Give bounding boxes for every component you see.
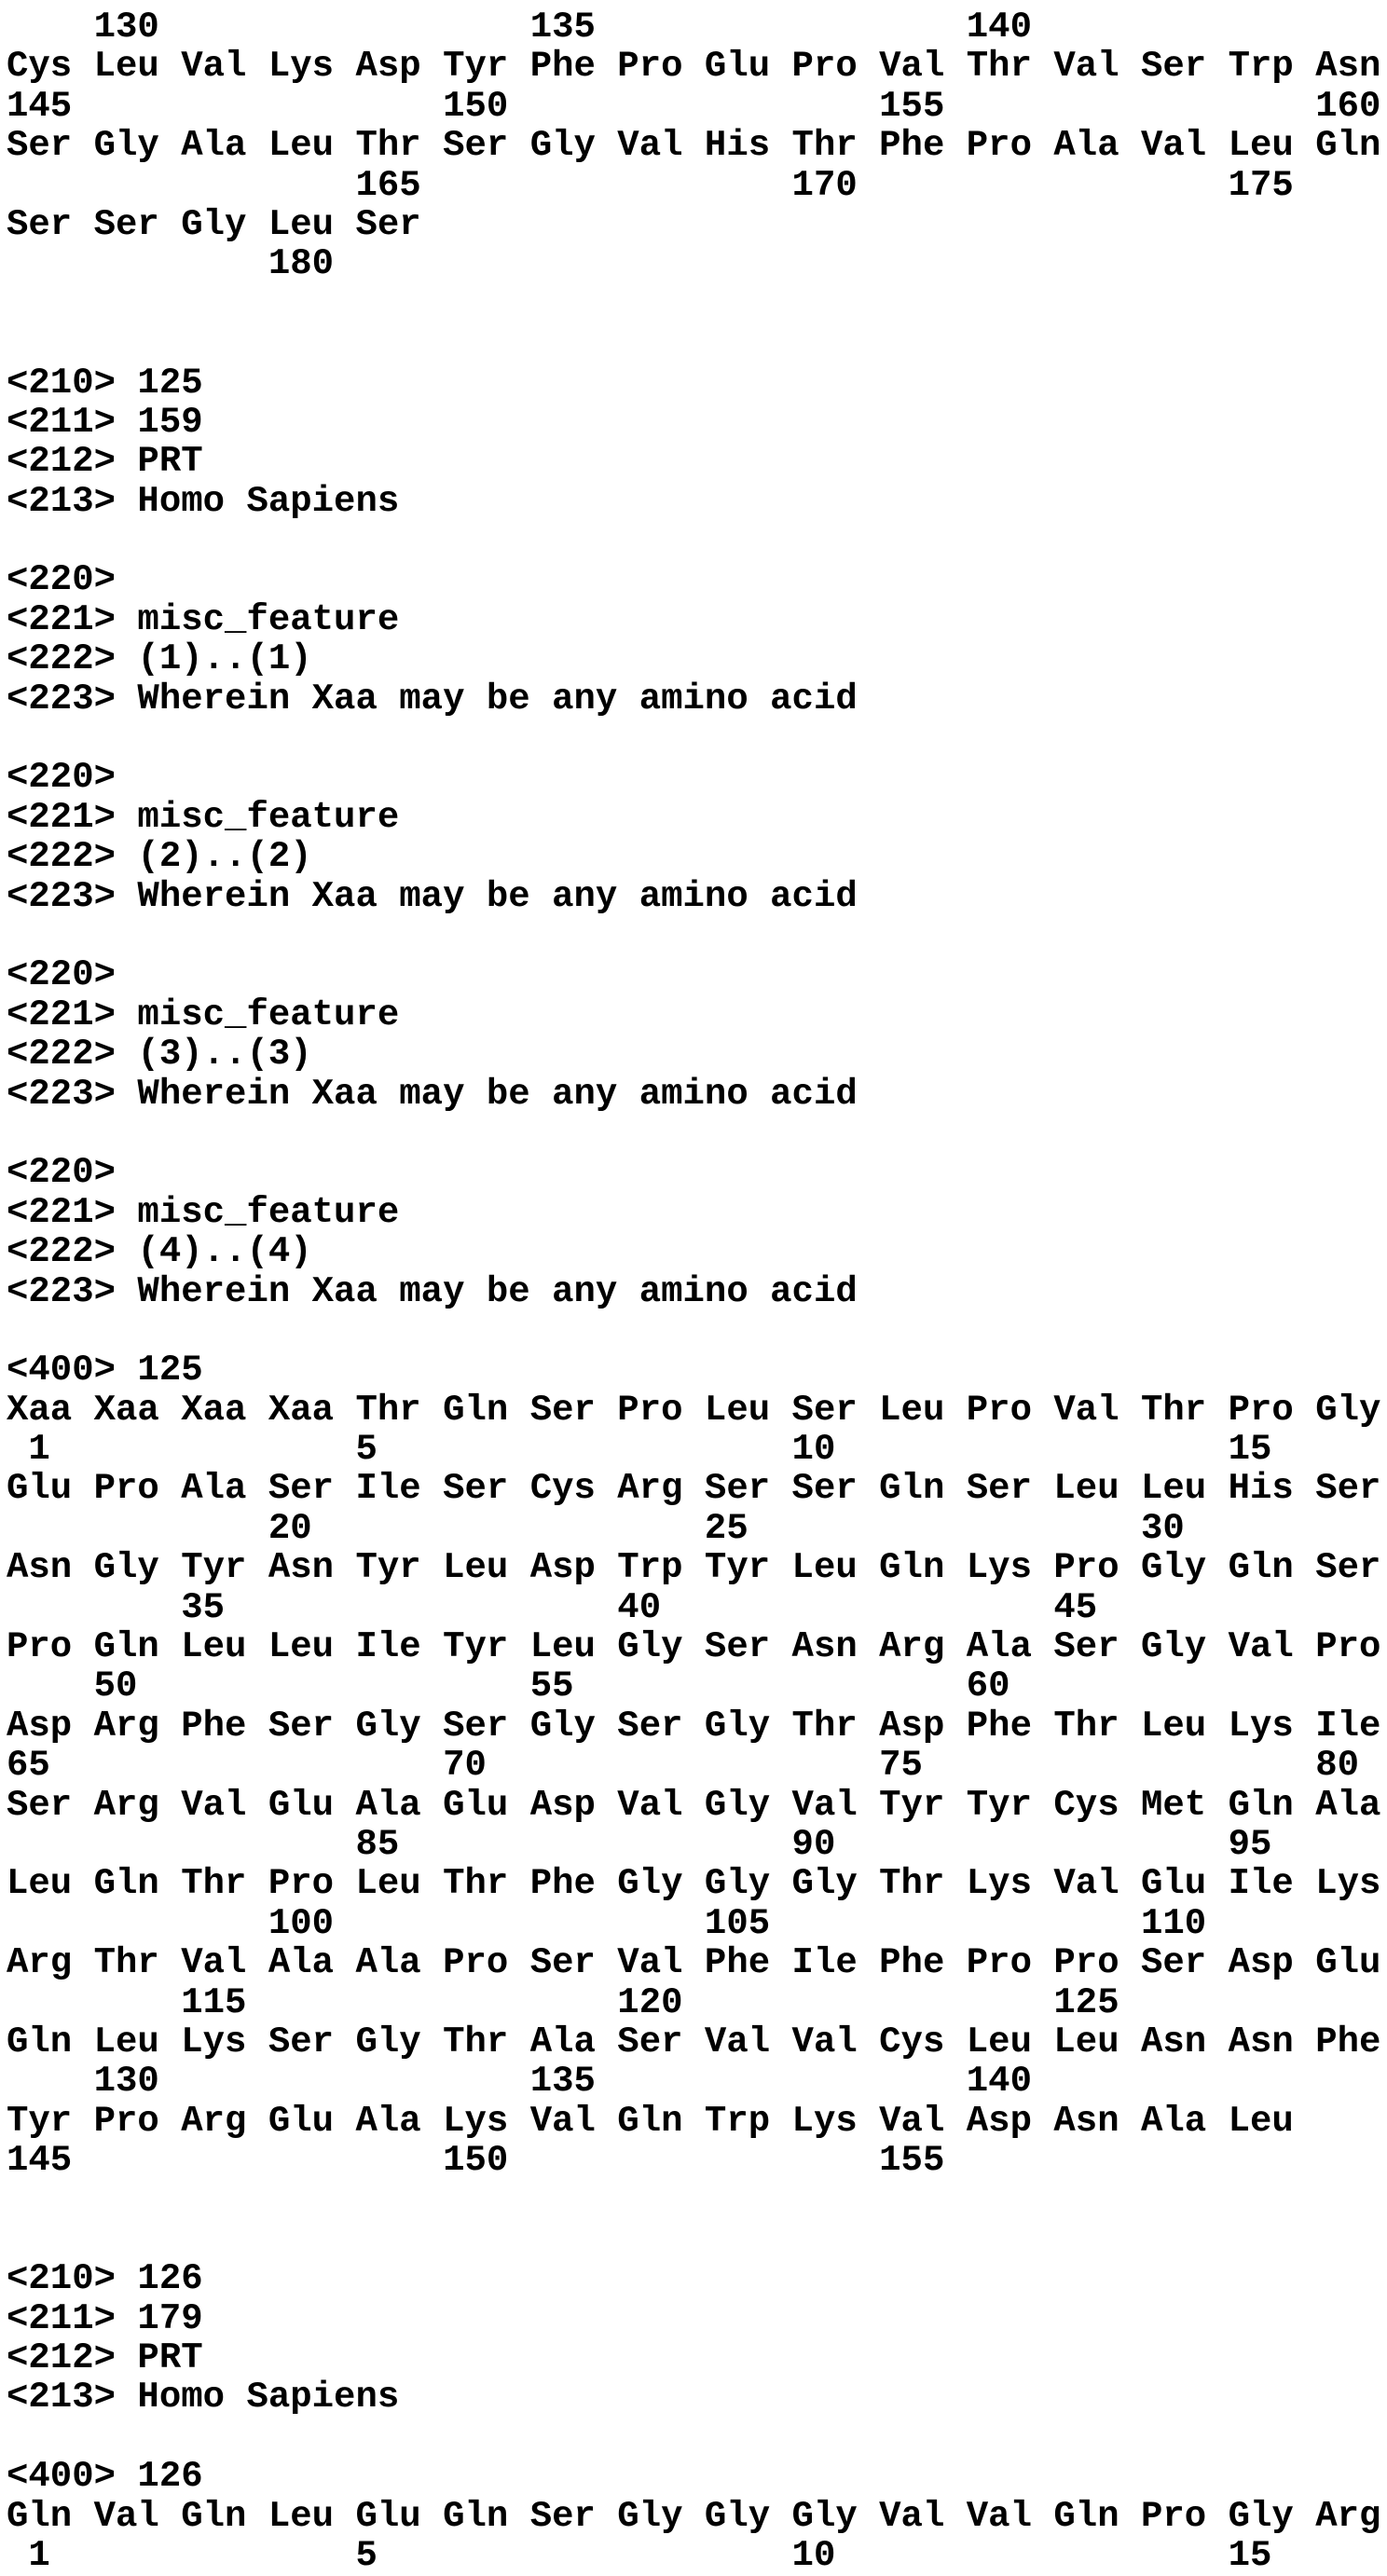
tag-line: <222> (3)..(3) [7,1034,312,1076]
residue-number-line: 180 [7,243,335,285]
residue-line: Pro Gln Leu Leu Ile Tyr Leu Gly Ser Asn Arg Ala Ser Gly Val Pro [7,1626,1381,1668]
blank-line [7,2180,1387,2219]
blank-line [7,719,1387,758]
tag-line: <221> misc_feature [7,796,400,838]
tag-line: <220> [7,1152,117,1194]
document-lines [7,7,1387,2575]
residue-line: Ser Gly Ala Leu Thr Ser Gly Val His Thr Phe Pro Ala Val Leu Gln [7,125,1381,167]
tag-line: <220> [7,757,117,799]
tag-line: <222> (1)..(1) [7,638,312,680]
residue-line: Leu Gln Thr Pro Leu Thr Phe Gly Gly Gly Thr Lys Val Glu Ile Lys [7,1863,1381,1905]
residue-line: Ser Ser Gly Leu Ser [7,203,421,245]
tag-line: <400> 126 [7,2456,203,2498]
tag-line: <221> misc_feature [7,1191,400,1233]
tag-line: <211> 179 [7,2297,203,2339]
tag-line: <400> 125 [7,1350,203,1391]
tag-line: <212> PRT [7,441,203,483]
tag-line: <220> [7,954,117,996]
tag-line: <220> [7,559,117,601]
blank-line [7,521,1387,560]
residue-number-line: 65 70 75 80 [7,1745,1360,1787]
residue-number-line: 145 150 155 [7,2140,945,2182]
residue-number-line: 165 170 175 [7,164,1294,206]
residue-number-line: 85 90 95 [7,1823,1272,1865]
blank-line [7,1311,1387,1350]
tag-line: <223> Wherein Xaa may be any amino acid [7,1270,858,1312]
tag-line: <213> Homo Sapiens [7,2377,400,2418]
blank-line [7,916,1387,955]
residue-number-line: 35 40 45 [7,1586,1098,1628]
tag-line: <223> Wherein Xaa may be any amino acid [7,1073,858,1115]
tag-line: <221> misc_feature [7,598,400,640]
tag-line: <213> Homo Sapiens [7,480,400,522]
tag-line: <223> Wherein Xaa may be any amino acid [7,875,858,917]
tag-line: <222> (2)..(2) [7,836,312,878]
residue-number-line: 130 135 140 [7,2061,1032,2103]
residue-number-line: 20 25 30 [7,1507,1185,1549]
residue-line: Cys Leu Val Lys Asp Tyr Phe Pro Glu Pro Val Thr Val Ser Trp Asn [7,46,1381,88]
tag-line: <211> 159 [7,401,203,443]
residue-line: Gln Val Gln Leu Glu Gln Ser Gly Gly Gly Val Val Gln Pro Gly Arg [7,2495,1381,2537]
residue-line: Glu Pro Ala Ser Ile Ser Cys Arg Ser Ser Gln Ser Leu Leu His Ser [7,1468,1381,1510]
residue-line: Xaa Xaa Xaa Xaa Thr Gln Ser Pro Leu Ser Leu Pro Val Thr Pro Gly [7,1389,1381,1431]
blank-line [7,323,1387,363]
residue-number-line: 1 5 10 15 [7,2535,1272,2576]
residue-number-line: 1 5 10 15 [7,1429,1272,1471]
residue-number-line: 145 150 155 160 [7,85,1381,127]
residue-line: Tyr Pro Arg Glu Ala Lys Val Gln Trp Lys Val Asp Asn Ala Leu [7,2100,1294,2142]
tag-line: <223> Wherein Xaa may be any amino acid [7,678,858,719]
blank-line [7,1114,1387,1153]
residue-number-line: 115 120 125 [7,1981,1119,2023]
tag-line: <212> PRT [7,2337,203,2379]
residue-number-line: 50 55 60 [7,1665,1010,1707]
blank-line [7,2418,1387,2457]
residue-number-line: 100 105 110 [7,1902,1207,1944]
tag-line: <222> (4)..(4) [7,1231,312,1273]
residue-line: Ser Arg Val Glu Ala Glu Asp Val Gly Val Tyr Tyr Cys Met Gln Ala [7,1784,1381,1826]
blank-line [7,284,1387,323]
blank-line [7,2220,1387,2259]
tag-line: <221> misc_feature [7,993,400,1035]
residue-number-line: 130 135 140 [7,7,1032,48]
tag-line: <210> 126 [7,2258,203,2300]
tag-line: <210> 125 [7,362,203,404]
residue-line: Gln Leu Lys Ser Gly Thr Ala Ser Val Val Cys Leu Leu Asn Asn Phe [7,2021,1381,2062]
residue-line: Asn Gly Tyr Asn Tyr Leu Asp Trp Tyr Leu Gln Lys Pro Gly Gln Ser [7,1547,1381,1589]
residue-line: Arg Thr Val Ala Ala Pro Ser Val Phe Ile Phe Pro Pro Ser Asp Glu [7,1942,1381,1984]
residue-line: Asp Arg Phe Ser Gly Ser Gly Ser Gly Thr Asp Phe Thr Leu Lys Ile [7,1705,1381,1747]
